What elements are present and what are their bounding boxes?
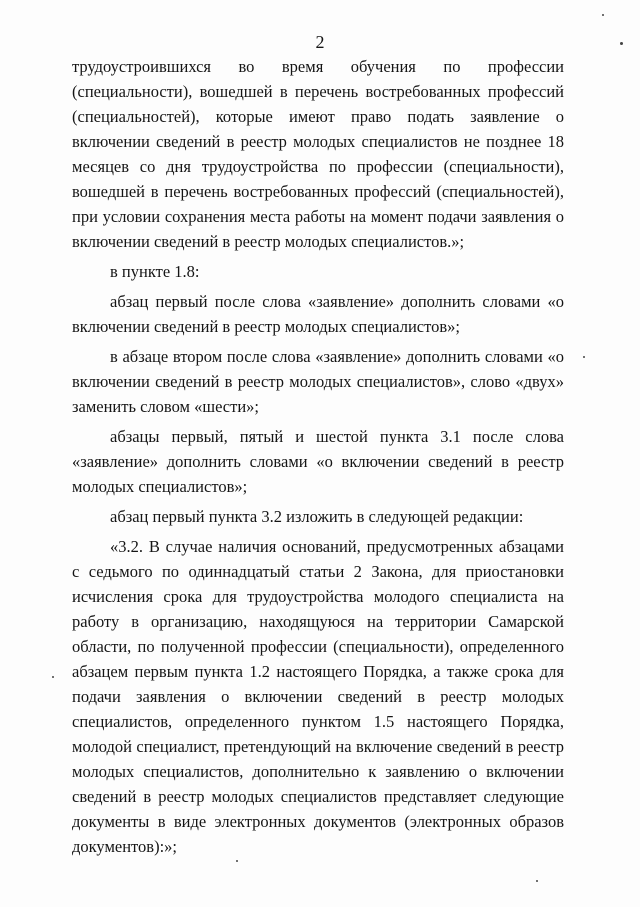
paragraph-second-abzac: в абзаце втором после слова «заявление» дополнить словами «о включении сведений в реестр молодых специалистов», слово «двух» заменить словом «шести»; (72, 347, 564, 416)
paragraph-item-3-2-text: «3.2. В случае наличия оснований, предусмотренных абзацами с седьмого по одиннадцатый статьи 2 Закона, для приостановки исчисления срока для трудоустройства молодого специалиста на работу в организацию, находящуюся на территории Самарской области, по полученной профессии (специальности), определенного абзацем первым пункта 1.2 настоящего Порядка, а также срока для подачи заявления о включении сведений в реестр молодых специалистов, определенного пунктом 1.5 настоящего Порядка, молодой специалист, претендующий на включение сведений в реестр молодых специалистов, дополнительно к заявлению о включении сведений в реестр молодых специалистов представляет следующие документы в виде электронных документов (электронных образов документов):»; (72, 537, 564, 856)
scan-speck (52, 676, 54, 678)
scan-speck (602, 14, 604, 16)
scan-speck (236, 860, 238, 862)
scan-speck (536, 880, 538, 882)
scan-speck (620, 42, 623, 45)
paragraph-item-1-8: в пункте 1.8: (110, 262, 200, 281)
paragraph-first-abzac: абзац первый после слова «заявление» дополнить словами «о включении сведений в реестр молодых специалистов»; (72, 292, 564, 336)
page-number: 2 (315, 32, 325, 52)
paragraph-item-3-1: абзацы первый, пятый и шестой пункта 3.1 после слова «заявление» дополнить словами «о включении сведений в реестр молодых специалистов»; (72, 427, 564, 496)
paragraph-continuation: трудоустроившихся во время обучения по профессии (специальности), вошедшей в перечень востребованных профессий (специальностей), которые имеют право подать заявление о включении сведений в реестр молодых специалистов не позднее 18 месяцев со дня трудоустройства по профессии (специальности), вошедшей в перечень востребованных профессий (специальностей), при условии сохранения места работы на момент подачи заявления о включении сведений в реестр молодых специалистов.»; (72, 57, 564, 251)
scan-speck (583, 356, 585, 358)
document-body (72, 54, 564, 864)
paragraph-item-3-2-intro: абзац первый пункта 3.2 изложить в следующей редакции: (110, 507, 524, 526)
